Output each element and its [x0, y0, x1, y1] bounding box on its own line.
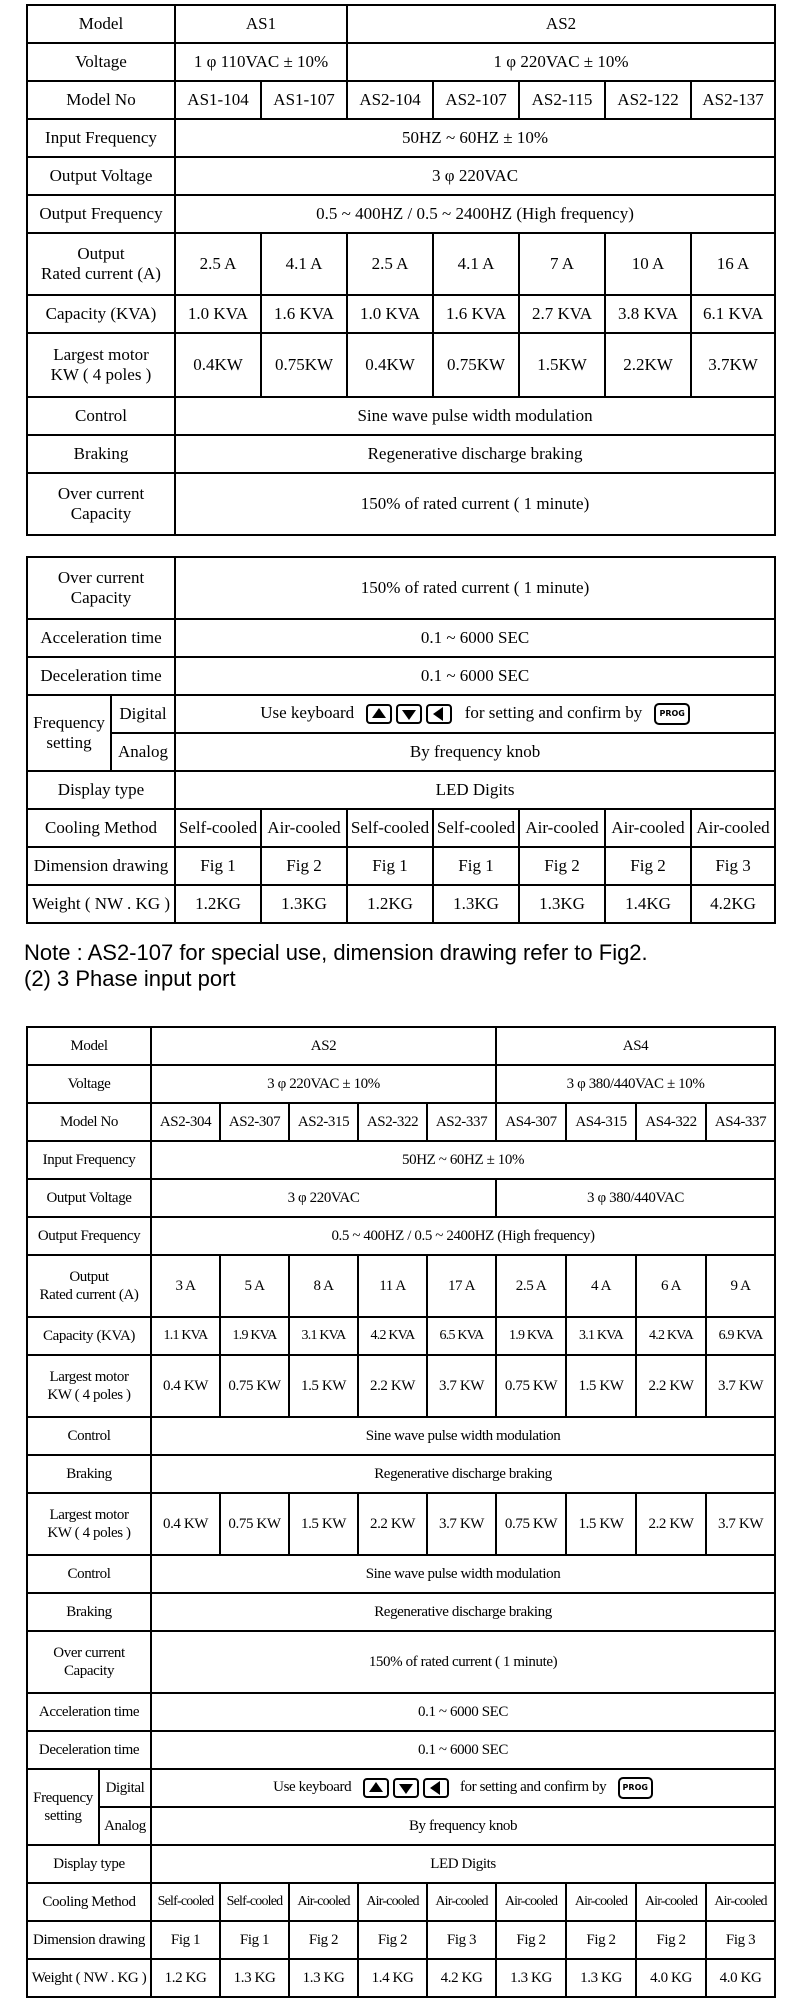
voltage-label: Voltage [27, 43, 175, 81]
largest-motor-cell: 0.4 KW [151, 1355, 220, 1417]
single-phase-spec-table-continued [26, 556, 776, 924]
dimension-cell: Fig 2 [261, 847, 347, 885]
model-no-cell: AS4-337 [706, 1103, 775, 1141]
model-no-cell: AS2-315 [289, 1103, 358, 1141]
braking-label: Braking [27, 1593, 151, 1631]
analog-setting-value: By frequency knob [151, 1807, 775, 1845]
capacity-cell: 1.6 KVA [433, 295, 519, 333]
dimension-cell: Fig 1 [347, 847, 433, 885]
rated-current-cell: 4 A [566, 1255, 636, 1317]
weight-cell: 1.3KG [433, 885, 519, 923]
largest-motor-cell: 0.4 KW [151, 1493, 220, 1555]
output-voltage-label: Output Voltage [27, 157, 175, 195]
largest-motor-cell: 1.5 KW [289, 1355, 358, 1417]
largest-motor-label-line1: Largest motor [49, 1507, 129, 1523]
frequency-setting-label [27, 695, 111, 771]
largest-motor-cell: 1.5 KW [566, 1493, 636, 1555]
input-frequency-label: Input Frequency [27, 119, 175, 157]
capacity-cell: 6.5 KVA [427, 1317, 496, 1355]
weight-cell: 1.3 KG [289, 1959, 358, 1997]
display-type-label: Display type [27, 1845, 151, 1883]
weight-cell: 1.2 KG [151, 1959, 220, 1997]
dimension-cell: Fig 2 [358, 1921, 427, 1959]
digital-label: Digital [99, 1769, 151, 1807]
dimension-cell: Fig 1 [151, 1921, 220, 1959]
model-no-cell: AS2-304 [151, 1103, 220, 1141]
output-voltage-value: 3 φ 220VAC [175, 157, 775, 195]
rated-current-label-line1: Output [77, 243, 125, 263]
model-no-label: Model No [27, 1103, 151, 1141]
capacity-cell: 6.1 KVA [691, 295, 775, 333]
largest-motor-cell: 0.4KW [347, 333, 433, 397]
display-type-value: LED Digits [175, 771, 775, 809]
weight-cell: 4.2 KG [427, 1959, 496, 1997]
output-frequency-label: Output Frequency [27, 195, 175, 233]
largest-motor-label-line2: KW ( 4 poles ) [47, 1525, 131, 1541]
weight-cell: 1.3 KG [566, 1959, 636, 1997]
cooling-cell: Self-cooled [220, 1883, 289, 1921]
as2-voltage: 1 φ 220VAC ± 10% [347, 43, 775, 81]
voltage-label: Voltage [27, 1065, 151, 1103]
rated-current-label-line2: Rated current (A) [41, 264, 161, 283]
acceleration-time-label: Acceleration time [27, 619, 175, 657]
weight-cell: 4.2KG [691, 885, 775, 923]
dimension-drawing-label: Dimension drawing [27, 1921, 151, 1959]
model-no-cell: AS1-104 [175, 81, 261, 119]
largest-motor-cell: 1.5 KW [289, 1493, 358, 1555]
as1-voltage: 1 φ 110VAC ± 10% [175, 43, 347, 81]
cooling-cell: Air-cooled [358, 1883, 427, 1921]
largest-motor-cell: 0.75 KW [220, 1493, 289, 1555]
rated-current-label-line1: Output [69, 1269, 109, 1285]
control-label: Control [27, 1555, 151, 1593]
largest-motor-cell: 1.5 KW [566, 1355, 636, 1417]
capacity-cell: 1.0 KVA [347, 295, 433, 333]
model-no-cell: AS2-137 [691, 81, 775, 119]
cooling-cell: Air-cooled [636, 1883, 706, 1921]
braking-value: Regenerative discharge braking [175, 435, 775, 473]
digital-text-pre: Use keyboard [273, 1779, 352, 1796]
rated-current-cell: 4.1 A [261, 233, 347, 295]
model-no-label: Model No [27, 81, 175, 119]
model-no-cell: AS2-122 [605, 81, 691, 119]
largest-motor-cell: 0.75 KW [220, 1355, 289, 1417]
keyboard-keys [363, 1778, 449, 1798]
section-heading: (2) 3 Phase input port [24, 966, 236, 991]
as4-output-voltage: 3 φ 380/440VAC [496, 1179, 775, 1217]
output-frequency-value: 0.5 ~ 400HZ / 0.5 ~ 2400HZ (High frequency) [175, 195, 775, 233]
cooling-cell: Self-cooled [433, 809, 519, 847]
rated-current-cell: 3 A [151, 1255, 220, 1317]
series-as2: AS2 [347, 5, 775, 43]
acceleration-time-label: Acceleration time [27, 1693, 151, 1731]
output-frequency-value: 0.5 ~ 400HZ / 0.5 ~ 2400HZ (High frequency) [151, 1217, 775, 1255]
weight-cell: 1.3KG [261, 885, 347, 923]
weight-cell: 1.3 KG [220, 1959, 289, 1997]
braking-value: Regenerative discharge braking [151, 1455, 775, 1493]
deceleration-time-label: Deceleration time [27, 657, 175, 695]
braking-label: Braking [27, 435, 175, 473]
weight-cell: 1.4KG [605, 885, 691, 923]
overcurrent-value: 150% of rated current ( 1 minute) [151, 1631, 775, 1693]
deceleration-time-value: 0.1 ~ 6000 SEC [151, 1731, 775, 1769]
single-phase-spec-table [26, 4, 776, 536]
largest-motor-cell: 1.5KW [519, 333, 605, 397]
note-block [24, 940, 648, 992]
display-type-label: Display type [27, 771, 175, 809]
model-no-cell: AS2-337 [427, 1103, 496, 1141]
rated-current-cell: 17 A [427, 1255, 496, 1317]
overcurrent-label [27, 1631, 151, 1693]
capacity-cell: 1.9 KVA [220, 1317, 289, 1355]
weight-label: Weight ( NW . KG ) [27, 1959, 151, 1997]
control-value: Sine wave pulse width modulation [151, 1417, 775, 1455]
dimension-cell: Fig 1 [220, 1921, 289, 1959]
keyboard-keys [366, 704, 452, 724]
up-arrow-key-icon [366, 704, 392, 724]
digital-setting-value [151, 1769, 775, 1807]
capacity-cell: 3.1 KVA [289, 1317, 358, 1355]
rated-current-cell: 2.5 A [175, 233, 261, 295]
cooling-cell: Self-cooled [151, 1883, 220, 1921]
cooling-cell: Air-cooled [289, 1883, 358, 1921]
down-arrow-key-icon [396, 704, 422, 724]
largest-motor-label-line1: Largest motor [53, 344, 149, 364]
acceleration-time-value: 0.1 ~ 6000 SEC [175, 619, 775, 657]
largest-motor-cell: 0.75 KW [496, 1493, 566, 1555]
dimension-cell: Fig 3 [706, 1921, 775, 1959]
input-frequency-value: 50HZ ~ 60HZ ± 10% [175, 119, 775, 157]
largest-motor-cell: 2.2 KW [358, 1355, 427, 1417]
dimension-cell: Fig 2 [519, 847, 605, 885]
overcurrent-value: 150% of rated current ( 1 minute) [175, 557, 775, 619]
rated-current-cell: 2.5 A [347, 233, 433, 295]
rated-current-cell: 11 A [358, 1255, 427, 1317]
capacity-cell: 3.1 KVA [566, 1317, 636, 1355]
largest-motor-label [27, 1355, 151, 1417]
input-frequency-label: Input Frequency [27, 1141, 151, 1179]
largest-motor-cell: 3.7 KW [427, 1355, 496, 1417]
frequency-setting-label-line1: Frequency [33, 712, 105, 732]
rated-current-cell: 4.1 A [433, 233, 519, 295]
capacity-cell: 4.2 KVA [636, 1317, 706, 1355]
overcurrent-label [27, 473, 175, 535]
deceleration-time-label: Deceleration time [27, 1731, 151, 1769]
model-label: Model [27, 5, 175, 43]
model-no-cell: AS2-307 [220, 1103, 289, 1141]
prog-key-icon: PROG [654, 703, 689, 725]
largest-motor-label-line1: Largest motor [49, 1369, 129, 1385]
largest-motor-cell: 2.2KW [605, 333, 691, 397]
dimension-cell: Fig 2 [605, 847, 691, 885]
model-no-cell: AS2-107 [433, 81, 519, 119]
capacity-cell: 6.9 KVA [706, 1317, 775, 1355]
weight-cell: 1.4 KG [358, 1959, 427, 1997]
dimension-cell: Fig 1 [175, 847, 261, 885]
model-no-cell: AS1-107 [261, 81, 347, 119]
overcurrent-label-line1: Over current [57, 483, 145, 503]
rated-current-cell: 5 A [220, 1255, 289, 1317]
digital-setting-value [175, 695, 775, 733]
cooling-cell: Air-cooled [706, 1883, 775, 1921]
control-value: Sine wave pulse width modulation [151, 1555, 775, 1593]
output-frequency-label: Output Frequency [27, 1217, 151, 1255]
rated-current-cell: 6 A [636, 1255, 706, 1317]
weight-label: Weight ( NW . KG ) [27, 885, 175, 923]
control-label: Control [27, 397, 175, 435]
rated-current-cell: 8 A [289, 1255, 358, 1317]
cooling-cell: Air-cooled [427, 1883, 496, 1921]
overcurrent-label-line1: Over current [53, 1645, 125, 1661]
largest-motor-label [27, 333, 175, 397]
model-label: Model [27, 1027, 151, 1065]
input-frequency-value: 50HZ ~ 60HZ ± 10% [151, 1141, 775, 1179]
deceleration-time-value: 0.1 ~ 6000 SEC [175, 657, 775, 695]
display-type-value: LED Digits [151, 1845, 775, 1883]
cooling-cell: Air-cooled [566, 1883, 636, 1921]
digital-text-pre: Use keyboard [260, 703, 355, 723]
weight-cell: 1.2KG [175, 885, 261, 923]
largest-motor-cell: 2.2 KW [636, 1493, 706, 1555]
overcurrent-value: 150% of rated current ( 1 minute) [175, 473, 775, 535]
cooling-cell: Air-cooled [519, 809, 605, 847]
cooling-cell: Self-cooled [175, 809, 261, 847]
model-no-cell: AS4-307 [496, 1103, 566, 1141]
capacity-cell: 1.1 KVA [151, 1317, 220, 1355]
overcurrent-label-line1: Over current [57, 567, 145, 587]
weight-cell: 1.2KG [347, 885, 433, 923]
frequency-setting-label-line1: Frequency [33, 1790, 93, 1806]
capacity-label: Capacity (KVA) [27, 1317, 151, 1355]
largest-motor-cell: 0.4KW [175, 333, 261, 397]
frequency-setting-label-line2: setting [44, 1808, 82, 1824]
three-phase-spec-table [26, 1026, 776, 1998]
output-voltage-label: Output Voltage [27, 1179, 151, 1217]
model-no-cell: AS2-104 [347, 81, 433, 119]
prog-key-icon: PROG [618, 1777, 653, 1799]
rated-current-cell: 16 A [691, 233, 775, 295]
capacity-label: Capacity (KVA) [27, 295, 175, 333]
digital-label: Digital [111, 695, 175, 733]
weight-cell: 4.0 KG [706, 1959, 775, 1997]
capacity-cell: 1.6 KVA [261, 295, 347, 333]
overcurrent-label-line2: Capacity [63, 1663, 115, 1679]
largest-motor-cell: 3.7 KW [706, 1493, 775, 1555]
series-as2: AS2 [151, 1027, 496, 1065]
largest-motor-cell: 0.75KW [433, 333, 519, 397]
largest-motor-cell: 2.2 KW [636, 1355, 706, 1417]
largest-motor-label-line2: KW ( 4 poles ) [47, 1387, 131, 1403]
rated-current-label [27, 233, 175, 295]
rated-current-label [27, 1255, 151, 1317]
note-text: Note : AS2-107 for special use, dimension drawing refer to Fig2. [24, 940, 648, 965]
weight-cell: 1.3KG [519, 885, 605, 923]
frequency-setting-label [27, 1769, 99, 1845]
capacity-cell: 1.9 KVA [496, 1317, 566, 1355]
dimension-cell: Fig 3 [427, 1921, 496, 1959]
cooling-cell: Air-cooled [691, 809, 775, 847]
capacity-cell: 2.7 KVA [519, 295, 605, 333]
rated-current-cell: 10 A [605, 233, 691, 295]
largest-motor-cell: 2.2 KW [358, 1493, 427, 1555]
up-arrow-key-icon [363, 1778, 389, 1798]
dimension-drawing-label: Dimension drawing [27, 847, 175, 885]
cooling-method-label: Cooling Method [27, 1883, 151, 1921]
cooling-method-label: Cooling Method [27, 809, 175, 847]
dimension-cell: Fig 2 [566, 1921, 636, 1959]
overcurrent-label-line2: Capacity [70, 504, 132, 523]
rated-current-cell: 9 A [706, 1255, 775, 1317]
analog-label: Analog [111, 733, 175, 771]
overcurrent-label-line2: Capacity [70, 588, 132, 607]
dimension-cell: Fig 2 [636, 1921, 706, 1959]
dimension-cell: Fig 1 [433, 847, 519, 885]
largest-motor-cell: 3.7 KW [706, 1355, 775, 1417]
down-arrow-key-icon [393, 1778, 419, 1798]
control-label: Control [27, 1417, 151, 1455]
as4-voltage: 3 φ 380/440VAC ± 10% [496, 1065, 775, 1103]
capacity-cell: 3.8 KVA [605, 295, 691, 333]
overcurrent-label [27, 557, 175, 619]
series-as4: AS4 [496, 1027, 775, 1065]
capacity-cell: 1.0 KVA [175, 295, 261, 333]
frequency-setting-label-line2: setting [46, 733, 92, 752]
analog-setting-value: By frequency knob [175, 733, 775, 771]
cooling-cell: Air-cooled [261, 809, 347, 847]
control-value: Sine wave pulse width modulation [175, 397, 775, 435]
rated-current-cell: 7 A [519, 233, 605, 295]
largest-motor-cell: 0.75KW [261, 333, 347, 397]
cooling-cell: Air-cooled [605, 809, 691, 847]
digital-text-post: for setting and confirm by [459, 1779, 607, 1796]
braking-value: Regenerative discharge braking [151, 1593, 775, 1631]
model-no-cell: AS4-322 [636, 1103, 706, 1141]
weight-cell: 4.0 KG [636, 1959, 706, 1997]
largest-motor-cell: 0.75 KW [496, 1355, 566, 1417]
dimension-cell: Fig 3 [691, 847, 775, 885]
rated-current-label-line2: Rated current (A) [39, 1287, 139, 1303]
acceleration-time-value: 0.1 ~ 6000 SEC [151, 1693, 775, 1731]
model-no-cell: AS4-315 [566, 1103, 636, 1141]
largest-motor-label-line2: KW ( 4 poles ) [50, 365, 152, 384]
left-arrow-key-icon [426, 704, 452, 724]
model-no-cell: AS2-115 [519, 81, 605, 119]
largest-motor-cell: 3.7 KW [427, 1493, 496, 1555]
model-no-cell: AS2-322 [358, 1103, 427, 1141]
cooling-cell: Air-cooled [496, 1883, 566, 1921]
cooling-cell: Self-cooled [347, 809, 433, 847]
dimension-cell: Fig 2 [496, 1921, 566, 1959]
rated-current-cell: 2.5 A [496, 1255, 566, 1317]
digital-text-post: for setting and confirm by [464, 703, 643, 723]
analog-label: Analog [99, 1807, 151, 1845]
left-arrow-key-icon [423, 1778, 449, 1798]
series-as1: AS1 [175, 5, 347, 43]
weight-cell: 1.3 KG [496, 1959, 566, 1997]
largest-motor-label [27, 1493, 151, 1555]
dimension-cell: Fig 2 [289, 1921, 358, 1959]
as2-output-voltage: 3 φ 220VAC [151, 1179, 496, 1217]
as2-voltage: 3 φ 220VAC ± 10% [151, 1065, 496, 1103]
capacity-cell: 4.2 KVA [358, 1317, 427, 1355]
braking-label: Braking [27, 1455, 151, 1493]
largest-motor-cell: 3.7KW [691, 333, 775, 397]
